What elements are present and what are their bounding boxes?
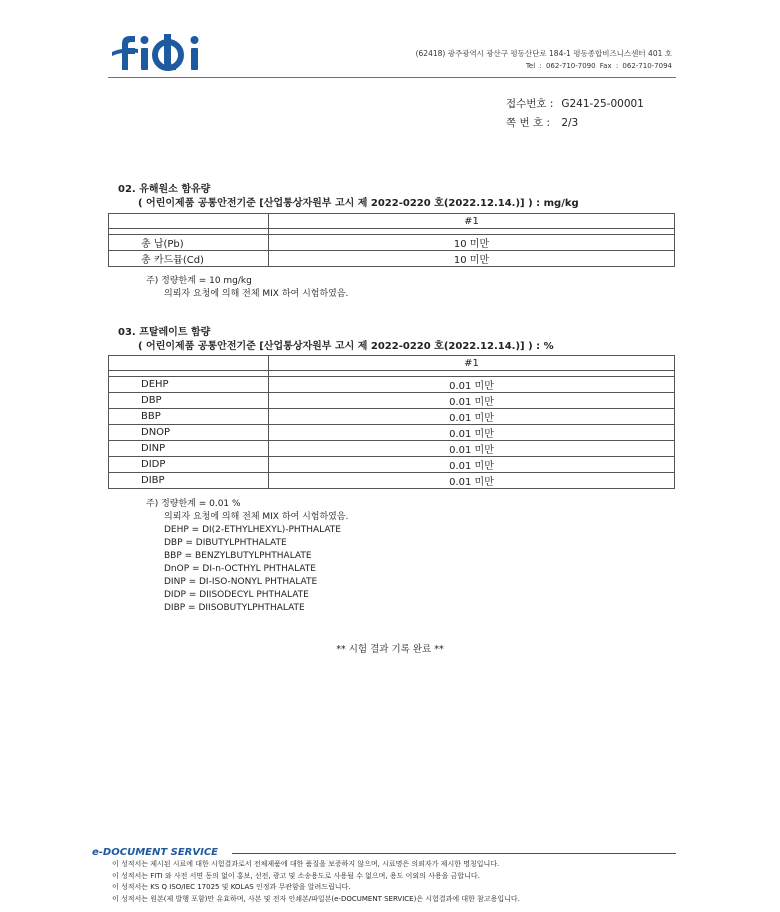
footer-title: e-DOCUMENT SERVICE [92,847,219,858]
table-cell-name: DINP [109,441,269,457]
table-cell-value: 0.01 미만 [269,377,675,393]
table-cell-name: DEHP [109,377,269,393]
table-header-row [109,214,675,229]
table-cell-name: 총 납(Pb) [109,235,269,251]
page-number-label: 쪽 번 호 : [506,117,550,129]
table-cell-value: 0.01 미만 [269,457,675,473]
note-line: DnOP = DI-n-OCTHYL PHTHALATE [164,564,316,574]
fiti-logo [108,28,218,76]
table-row [109,377,675,393]
table-cell-name: 총 카드뮴(Cd) [109,251,269,267]
page-number-value: 2/3 [561,117,579,129]
note-line: 주) 정량한계 = 10 mg/kg [146,276,252,286]
table-column-header: #1 [269,356,675,371]
footer-line: 이 성적서는 FITI 와 사전 서면 동의 없이 홍보, 선전, 광고 및 소송용도로 사용될 수 없으며, 용도 이외의 사용을 금합니다. [112,871,480,880]
table-row [109,473,675,489]
note-line: DINP = DI-ISO-NONYL PHTHALATE [164,577,318,587]
note-line: DIBP = DIISOBUTYLPHTHALATE [164,603,305,613]
table-row [109,251,675,267]
table-row [109,393,675,409]
table-cell-value: 0.01 미만 [269,393,675,409]
table-cell-name: DIBP [109,473,269,489]
section2-notes [146,498,348,615]
table-row [109,441,675,457]
section1-table [108,213,675,267]
section2-title: 03. 프탈레이트 함량 [118,327,211,338]
note-line: BBP = BENZYLBUTYLPHTHALATE [164,551,312,561]
table-cell-name: BBP [109,409,269,425]
table-row [109,235,675,251]
receipt-number [506,96,644,111]
header-tel-fax: Tel : 062-710-7090 Fax : 062-710-7094 [525,62,672,70]
table-cell-value: 0.01 미만 [269,473,675,489]
table-row [109,425,675,441]
table-corner-cell [109,214,269,229]
header-address: (62418) 광주광역시 광산구 평동산단로 184-1 평동종합비즈니스센터 401 호 [415,49,672,58]
table-header-row [109,356,675,371]
note-line: DIDP = DIISODECYL PHTHALATE [164,590,309,600]
table-cell-name: DBP [109,393,269,409]
table-cell-value: 0.01 미만 [269,425,675,441]
footer-line: 이 성적서는 KS Q ISO/IEC 17025 및 KOLAS 인정과 무관함을 알려드립니다. [112,883,351,891]
section1-notes [146,275,348,301]
note-line: 의뢰자 요청에 의해 전체 MIX 하여 시험하였음. [164,289,349,299]
table-cell-value: 0.01 미만 [269,409,675,425]
footer-divider [232,853,676,854]
section1-title: 02. 유해원소 함유량 [118,184,211,195]
footer-line: 이 성적서는 원본(제 발행 포함)만 유효하며, 사본 및 전자 인쇄본/파일본(e-DOCUMENT SERVICE)은 시험결과에 대한 참고용입니다. [112,894,520,903]
table-row [109,409,675,425]
table-corner-cell [109,356,269,371]
section2-table [108,355,675,489]
page-number [506,115,578,130]
table-cell-name: DNOP [109,425,269,441]
note-line: 주) 정량한계 = 0.01 % [146,499,241,509]
footer-line: 이 성적서는 제시된 시료에 대한 시험결과로서 전체제품에 대한 품질을 보증하지 않으며, 시료명은 의뢰자가 제시한 명칭입니다. [112,860,500,868]
footer-disclaimer [112,859,520,905]
receipt-number-label: 접수번호 : [506,98,554,110]
note-line: 의뢰자 요청에 의해 전체 MIX 하여 시험하였음. [164,512,349,522]
table-row [109,457,675,473]
table-cell-value: 10 미만 [269,235,675,251]
header-divider [108,77,676,78]
end-of-results: ** 시험 결과 기록 완료 ** [336,644,444,655]
section1-subtitle: ( 어린이제품 공통안전기준 [산업통상자원부 고시 제 2022-0220 호(2022.12.14.)] ) : mg/kg [138,198,579,209]
table-cell-name: DIDP [109,457,269,473]
table-cell-value: 0.01 미만 [269,441,675,457]
section2-subtitle: ( 어린이제품 공통안전기준 [산업통상자원부 고시 제 2022-0220 호(2022.12.14.)] ) : % [138,341,554,352]
table-cell-value: 10 미만 [269,251,675,267]
note-line: DBP = DIBUTYLPHTHALATE [164,538,287,548]
table-column-header: #1 [269,214,675,229]
receipt-number-value: G241-25-00001 [561,98,644,110]
note-line: DEHP = DI(2-ETHYLHEXYL)-PHTHALATE [164,525,341,535]
